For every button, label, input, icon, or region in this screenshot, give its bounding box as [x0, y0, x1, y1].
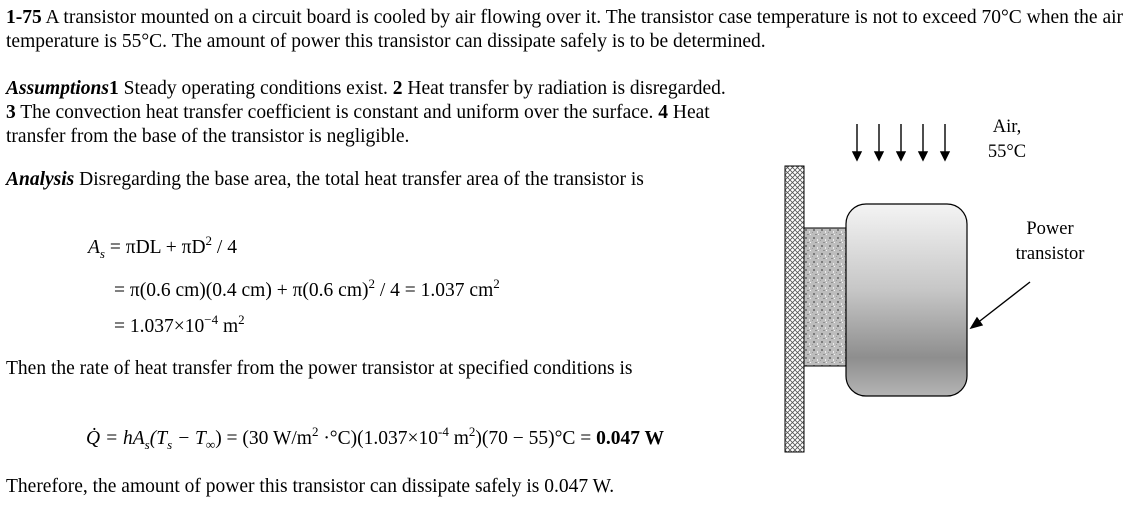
assumption-number-3: 3: [6, 102, 16, 123]
analysis-paragraph: [6, 168, 736, 192]
transistor-pointer-arrow: [971, 282, 1030, 328]
area-substitution-exponent: 2: [368, 276, 375, 291]
heat-eq-sub-s: s: [144, 437, 150, 452]
area-substitution-part-b: / 4 = 1.037 cm: [375, 280, 494, 301]
assumption-text-2: Heat transfer by radiation is disregarded.: [402, 78, 726, 99]
heat-eq-part-a: = hA: [100, 428, 145, 449]
transistor-figure: [740, 100, 1135, 460]
assumption-number-1: 1: [108, 78, 119, 99]
transistor-label-line-2: transistor: [1015, 244, 1085, 264]
assumption-number-4: 4: [658, 102, 669, 123]
analysis-text: Disregarding the base area, the total heat transfer area of the transistor is: [74, 169, 644, 190]
area-result-unit-exponent: 2: [238, 312, 245, 327]
air-label-line-2: 55°C: [987, 142, 1027, 162]
transistor-base: [804, 228, 850, 366]
area-formula-part-b: / 4: [212, 237, 237, 258]
area-unit-exponent: 2: [493, 276, 500, 291]
assumption-text-4: Heat transfer from the base of the transistor is negligible.: [6, 102, 710, 147]
heat-eq-sub-inf: ∞: [205, 437, 216, 452]
heat-transfer-intro: Then the rate of heat transfer from the power transistor at specified conditions is: [6, 358, 633, 379]
conclusion: Therefore, the amount of power this transistor can dissipate safely is 0.047 W.: [6, 476, 615, 497]
circuit-board: [785, 166, 804, 452]
transistor-label-line-1: Power: [1026, 219, 1074, 239]
assumption-text-3: The convection heat transfer coefficient is constant and uniform over the surface.: [15, 102, 659, 123]
heat-transfer-result: 0.047 W: [596, 428, 665, 449]
heat-eq-sub-s2: s: [167, 437, 173, 452]
area-equation-line-3: [114, 312, 245, 338]
heat-eq-part-e: ·°C)(1.037×10: [318, 428, 438, 449]
assumptions-heading: Assumptions: [6, 78, 109, 99]
q-dot-symbol: Q̇: [86, 428, 101, 449]
heat-eq-part-g: )(70 − 55)°C =: [475, 428, 597, 449]
heat-eq-part-d: ) = (30 W/m: [215, 428, 312, 449]
area-result-mantissa: = 1.037×10: [114, 316, 205, 337]
assumption-number-2: 2: [392, 78, 403, 99]
area-equation-line-1: [88, 233, 237, 261]
transistor-diagram: [740, 100, 1135, 460]
heat-eq-part-c: − T: [172, 428, 206, 449]
area-formula-part-a: = πDL + πD: [104, 237, 206, 258]
heat-eq-exp-3: 2: [468, 424, 476, 439]
transistor-case: [846, 204, 967, 396]
area-subscript: s: [99, 246, 105, 261]
problem-text: A transistor mounted on a circuit board is cooled by air flowing over it. The transistor case temperature is not to exceed 70°C when the air temperature is 55°C. The amount of power this transistor can dissipate safely is to be determined.: [6, 7, 1124, 52]
area-formula-exponent: 2: [205, 233, 213, 248]
heat-eq-exp-2: -4: [437, 424, 449, 439]
area-equation-line-2: [114, 276, 500, 302]
air-flow-arrows: [853, 124, 949, 160]
problem-number: 1-75: [6, 7, 42, 28]
problem-statement: [6, 6, 1131, 54]
air-label: [978, 115, 1036, 165]
area-result-unit: m: [218, 316, 239, 337]
heat-eq-exp-1: 2: [311, 424, 319, 439]
air-label-line-1: Air,: [992, 117, 1022, 137]
power-transistor-label: [998, 217, 1102, 267]
area-symbol: A: [88, 237, 100, 258]
assumptions-paragraph: [6, 77, 736, 149]
area-substitution-part-a: = π(0.6 cm)(0.4 cm) + π(0.6 cm): [114, 280, 369, 301]
assumption-text-1: Steady operating conditions exist.: [118, 78, 393, 99]
area-result-exponent: −4: [204, 312, 219, 327]
heat-transfer-equation: [86, 424, 665, 452]
heat-eq-part-b: (T: [149, 428, 168, 449]
heat-eq-part-f: m: [448, 428, 469, 449]
analysis-heading: Analysis: [6, 169, 75, 190]
